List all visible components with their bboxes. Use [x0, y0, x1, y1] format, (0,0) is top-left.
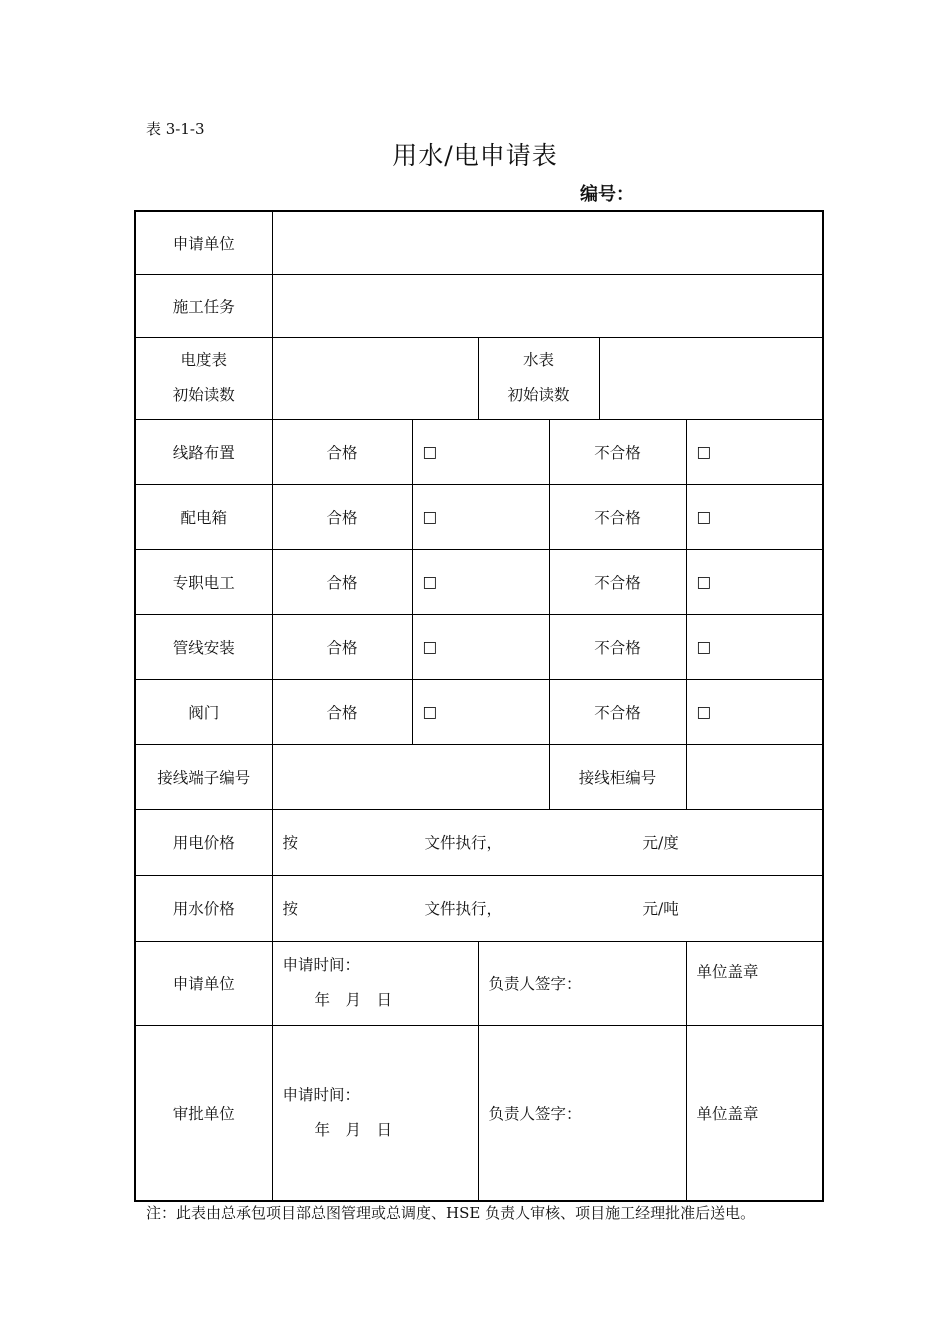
fail-label: 不合格 [549, 549, 686, 614]
check-label: 配电箱 [135, 484, 272, 549]
fail-checkbox[interactable]: □ [686, 419, 823, 484]
electric-price-label: 用电价格 [135, 809, 272, 875]
row-check-pipeline [135, 614, 823, 679]
row-terminal [135, 744, 823, 809]
price-doc-text: 文件执行， [424, 900, 503, 918]
row-electric-price [135, 809, 823, 875]
signature-label: 负责人签字： [488, 975, 582, 993]
row-approve-unit [135, 1025, 823, 1201]
row-apply-unit [135, 941, 823, 1025]
pass-checkbox[interactable]: □ [412, 419, 549, 484]
apply-time-label: 申请时间： [282, 956, 361, 974]
page-title: 用水/电申请表 [392, 141, 558, 170]
applicant-label: 申请单位 [135, 211, 272, 274]
water-meter-label [478, 337, 599, 419]
signature-label: 负责人签字： [488, 1104, 582, 1123]
pass-checkbox[interactable]: □ [412, 549, 549, 614]
terminal-number-label: 接线端子编号 [135, 744, 272, 809]
terminal-number-field[interactable] [272, 744, 549, 809]
applicant-field[interactable] [272, 211, 823, 274]
approve-signature-field[interactable] [478, 1025, 686, 1201]
electric-price-field[interactable] [272, 809, 823, 875]
price-by-text: 按 [282, 900, 299, 918]
row-check-wiring [135, 419, 823, 484]
application-form-table [134, 210, 824, 1202]
task-label: 施工任务 [135, 274, 272, 337]
apply-signature-field[interactable] [478, 941, 686, 1025]
electric-meter-field[interactable] [272, 337, 478, 419]
table-reference: 表 3-1-3 [146, 120, 205, 138]
electric-meter-label [135, 337, 272, 419]
row-meter-readings [135, 337, 823, 419]
pass-label: 合格 [272, 614, 412, 679]
water-meter-label-line1: 水表 [522, 351, 554, 369]
pass-checkbox[interactable]: □ [412, 614, 549, 679]
approve-time-field[interactable] [272, 1025, 478, 1201]
pass-label: 合格 [272, 419, 412, 484]
apply-time-field[interactable] [272, 941, 478, 1025]
approve-time-label: 申请时间： [282, 1085, 361, 1104]
price-unit-text: 元/度 [642, 834, 679, 852]
fail-label: 不合格 [549, 419, 686, 484]
water-price-field[interactable] [272, 875, 823, 941]
electric-meter-label-line1: 电度表 [180, 351, 227, 369]
task-field[interactable] [272, 274, 823, 337]
check-label: 阀门 [135, 679, 272, 744]
row-task [135, 274, 823, 337]
approve-seal-field[interactable] [686, 1025, 823, 1201]
check-label: 管线安装 [135, 614, 272, 679]
seal-label: 单位盖章 [696, 962, 759, 981]
check-label: 专职电工 [135, 549, 272, 614]
row-check-distribution-box [135, 484, 823, 549]
pass-label: 合格 [272, 549, 412, 614]
apply-date-label: 年 月 日 [314, 991, 393, 1009]
water-price-label: 用水价格 [135, 875, 272, 941]
approve-date-label: 年 月 日 [314, 1120, 393, 1139]
pass-checkbox[interactable]: □ [412, 679, 549, 744]
cabinet-number-field[interactable] [686, 744, 823, 809]
fail-label: 不合格 [549, 484, 686, 549]
water-meter-label-line2: 初始读数 [507, 386, 570, 404]
fail-checkbox[interactable]: □ [686, 549, 823, 614]
row-applicant [135, 211, 823, 274]
fail-checkbox[interactable]: □ [686, 614, 823, 679]
electric-meter-label-line2: 初始读数 [172, 386, 235, 404]
price-unit-text: 元/吨 [642, 900, 679, 918]
pass-label: 合格 [272, 679, 412, 744]
apply-unit-label: 申请单位 [135, 941, 272, 1025]
seal-label: 单位盖章 [696, 1104, 759, 1123]
approve-unit-label: 审批单位 [135, 1025, 272, 1201]
price-by-text: 按 [282, 834, 299, 852]
fail-checkbox[interactable]: □ [686, 679, 823, 744]
fail-checkbox[interactable]: □ [686, 484, 823, 549]
row-check-valve [135, 679, 823, 744]
fail-label: 不合格 [549, 679, 686, 744]
footer-note: 注：此表由总承包项目部总图管理或总调度、HSE 负责人审核、项目施工经理批准后送电。 [146, 1204, 756, 1222]
water-meter-field[interactable] [599, 337, 823, 419]
check-label: 线路布置 [135, 419, 272, 484]
apply-seal-field[interactable] [686, 941, 823, 1025]
fail-label: 不合格 [549, 614, 686, 679]
pass-label: 合格 [272, 484, 412, 549]
serial-number-label: 编号： [580, 184, 634, 205]
row-check-electrician [135, 549, 823, 614]
cabinet-number-label: 接线柜编号 [549, 744, 686, 809]
price-doc-text: 文件执行， [424, 834, 503, 852]
row-water-price [135, 875, 823, 941]
pass-checkbox[interactable]: □ [412, 484, 549, 549]
